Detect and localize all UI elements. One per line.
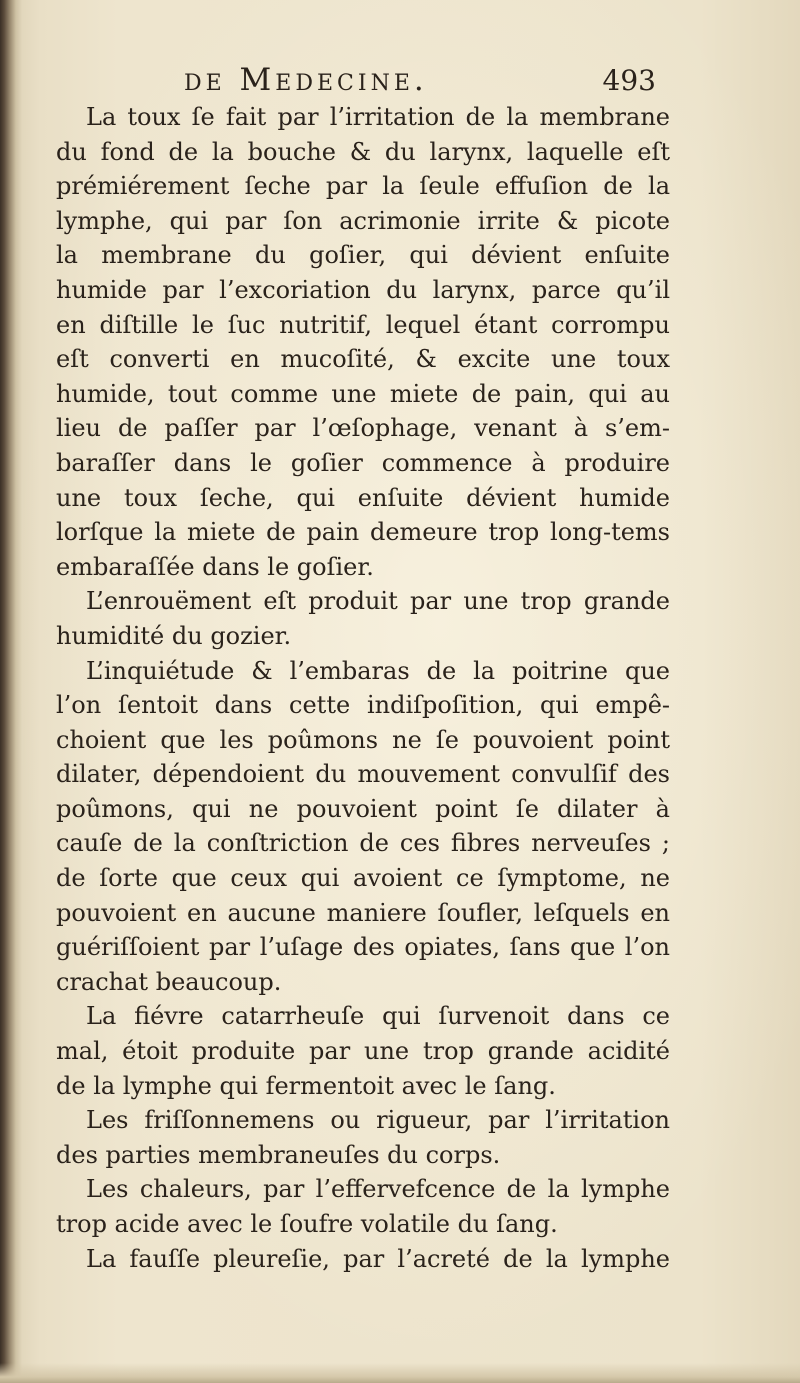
text-line: l’on ſentoit dans cette indiſpoſition, qui empê-	[56, 691, 670, 720]
text-line: L’enrouëment eſt produit par une trop grande	[86, 587, 670, 616]
text-line: La fiévre catarrheuſe qui ſurvenoit dans ce	[86, 1002, 670, 1031]
text-line: du fond de la bouche & du larynx, laquelle eſt	[56, 137, 670, 166]
text-line: humide, tout comme une miete de pain, qui au	[56, 379, 670, 408]
text-line: pouvoient en aucune maniere ſoufler, leſquels en	[56, 898, 670, 927]
page-bottom-edge	[0, 1363, 800, 1383]
text-line: lymphe, qui par ſon acrimonie irrite & picote	[56, 206, 670, 235]
text-line: Les chaleurs, par l’effervefcence de la lymphe	[86, 1175, 670, 1204]
book-gutter-shadow	[0, 0, 22, 1383]
text-line: de la lymphe qui fermentoit avec le ſang.	[56, 1071, 556, 1100]
text-line: choient que les poûmons ne ſe pouvoient point	[56, 725, 670, 754]
text-line: des parties membraneuſes du corps.	[56, 1140, 501, 1169]
text-line: prémiérement ſeche par la ſeule effuſion de la	[56, 172, 670, 201]
text-line: eſt converti en mucoſité, & excite une toux	[56, 345, 670, 374]
text-line: La toux ſe fait par l’irritation de la membrane	[86, 103, 670, 131]
page-number: 493	[602, 64, 656, 97]
text-line: Les friſſonnemens ou rigueur, par l’irritation	[86, 1106, 670, 1135]
text-line: poûmons, qui ne pouvoient point ſe dilater à	[56, 794, 670, 823]
text-line: trop acide avec le ſoufre volatile du ſang.	[56, 1210, 558, 1238]
text-line: humide par l’excoriation du larynx, parce qu’il	[56, 275, 670, 304]
body-text	[56, 100, 670, 1276]
text-line: humidité du gozier.	[56, 621, 292, 650]
text-line: lieu de paſſer par l’œſophage, venant à s’em-	[56, 414, 670, 443]
text-line: baraſſer dans le goſier commence à produire	[56, 448, 670, 477]
text-line: la membrane du goſier, qui dévient enſuite	[56, 241, 670, 270]
text-line: cauſe de la conſtriction de ces fibres nerveuſes ;	[56, 829, 670, 858]
text-line: guériſſoient par l’uſage des opiates, ſans que l’on	[56, 933, 670, 962]
running-title: de Medecine.	[184, 62, 428, 98]
text-line: La fauſſe pleureſie, par l’acreté de la lymphe	[86, 1244, 670, 1273]
text-line: une toux ſeche, qui enſuite dévient humide	[56, 483, 670, 512]
text-line: lorſque la miete de pain demeure trop long-tems	[56, 518, 670, 547]
text-line: mal, étoit produite par une trop grande acidité	[56, 1037, 670, 1066]
text-line: de ſorte que ceux qui avoient ce ſymptome, ne	[56, 864, 670, 893]
text-line: dilater, dépendoient du mouvement convulſif des	[56, 760, 670, 789]
text-line: en diſtille le ſuc nutritif, lequel étant corrompu	[56, 310, 670, 339]
text-line: embaraſſée dans le goſier.	[56, 552, 374, 581]
text-line: crachat beaucoup.	[56, 967, 282, 996]
text-line: L’inquiétude & l’embaras de la poitrine que	[86, 656, 670, 685]
